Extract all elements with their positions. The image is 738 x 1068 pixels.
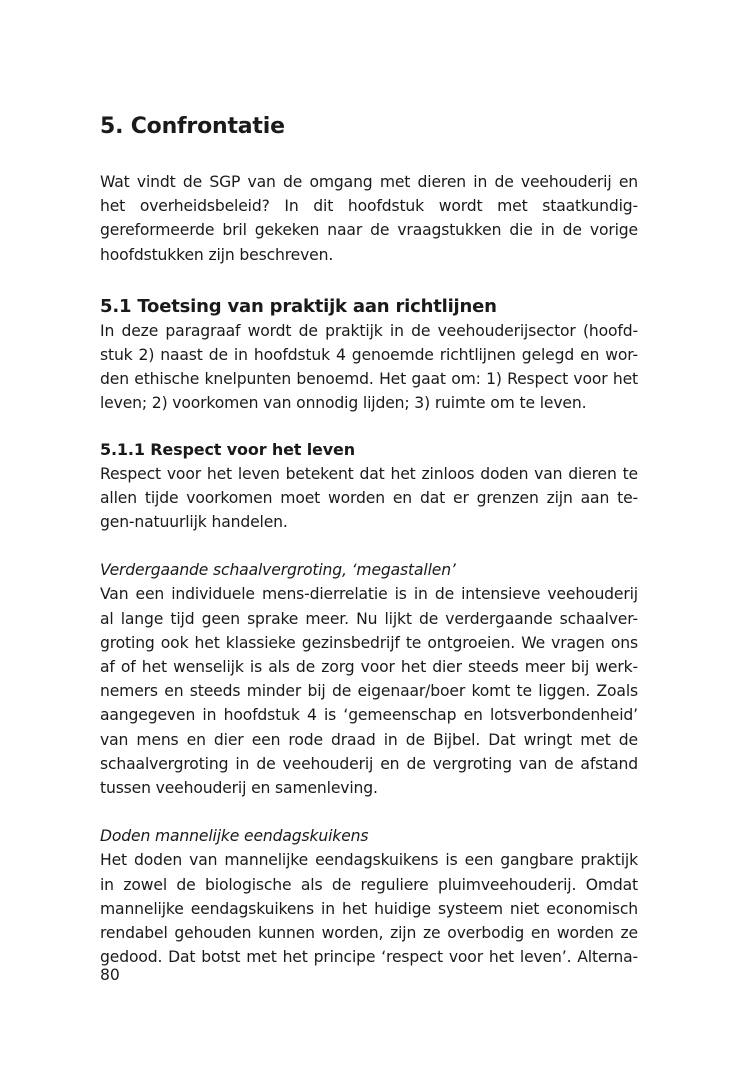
subheading-eendagskuikens: Doden mannelijke eendagskuikens xyxy=(100,827,369,846)
text-line: rendabel gehouden kunnen worden, zijn ze overbodig en worden ze xyxy=(100,924,638,943)
page-body xyxy=(100,112,638,969)
section-heading-5-1-1: 5.1.1 Respect voor het leven xyxy=(100,439,355,459)
text-line: gen-natuurlijk handelen. xyxy=(100,513,288,532)
text-line: in zowel de biologische als de reguliere pluimveehouderij. Omdat xyxy=(100,875,638,894)
text-line: mannelijke eendagskuikens in het huidige systeem niet economisch xyxy=(100,899,638,918)
text-line: Wat vindt de SGP van de omgang met dieren in de veehouderij en xyxy=(100,173,638,191)
text-line: leven; 2) voorkomen van onnodig lijden; 3) ruimte om te leven. xyxy=(100,394,587,413)
section-5-1-paragraph xyxy=(100,319,638,416)
text-line: aangegeven in hoofdstuk 4 is ‘gemeenschap en lotsverbondenheid’ xyxy=(100,706,638,725)
text-line: nemers en steeds minder bij de eigenaar/boer komt te liggen. Zoals xyxy=(100,682,638,701)
text-line: gereformeerde bril gekeken naar de vraagstukken die in de vorige xyxy=(100,221,638,240)
chapter-intro xyxy=(100,170,638,267)
text-line: stuk 2) naast de in hoofdstuk 4 genoemde richtlijnen gelegd en wor- xyxy=(100,346,638,365)
section-heading-5-1: 5.1 Toetsing van praktijk aan richtlijnen xyxy=(100,295,497,317)
eendagskuikens-paragraph xyxy=(100,848,638,969)
page-number: 80 xyxy=(100,966,120,984)
text-line: tussen veehouderij en samenleving. xyxy=(100,779,378,798)
text-line: het overheidsbeleid? In dit hoofdstuk wordt met staatkundig- xyxy=(100,197,638,216)
text-line: den ethische knelpunten benoemd. Het gaat om: 1) Respect voor het xyxy=(100,370,638,389)
text-line: Het doden van mannelijke eendagskuikens is een gangbare praktijk xyxy=(100,851,638,870)
text-line: gedood. Dat botst met het principe ‘respect voor het leven’. Alterna- xyxy=(100,948,638,967)
subheading-megastallen: Verdergaande schaalvergroting, ‘megastallen’ xyxy=(100,561,456,580)
text-line: allen tijde voorkomen moet worden en dat er grenzen zijn aan te- xyxy=(100,488,638,507)
text-line: schaalvergroting in de veehouderij en de vergroting van de afstand xyxy=(100,754,638,773)
text-line: In deze paragraaf wordt de praktijk in de veehouderijsector (hoofd- xyxy=(100,321,638,340)
text-line: Van een individuele mens-dierrelatie is in de intensieve veehouderij xyxy=(100,585,638,604)
chapter-title: 5. Confrontatie xyxy=(100,114,285,139)
section-5-1-1-paragraph xyxy=(100,462,638,535)
text-line: hoofdstukken zijn beschreven. xyxy=(100,245,334,264)
megastallen-paragraph xyxy=(100,582,638,800)
text-line: al lange tijd geen sprake meer. Nu lijkt de verdergaande schaalver- xyxy=(100,609,638,628)
text-line: van mens en dier een rode draad in de Bijbel. Dat wringt met de xyxy=(100,730,638,749)
text-line: af of het wenselijk is als de zorg voor het dier steeds meer bij werk- xyxy=(100,658,638,677)
text-line: groting ook het klassieke gezinsbedrijf te ontgroeien. We vragen ons xyxy=(100,633,638,652)
text-line: Respect voor het leven betekent dat het zinloos doden van dieren te xyxy=(100,464,638,483)
